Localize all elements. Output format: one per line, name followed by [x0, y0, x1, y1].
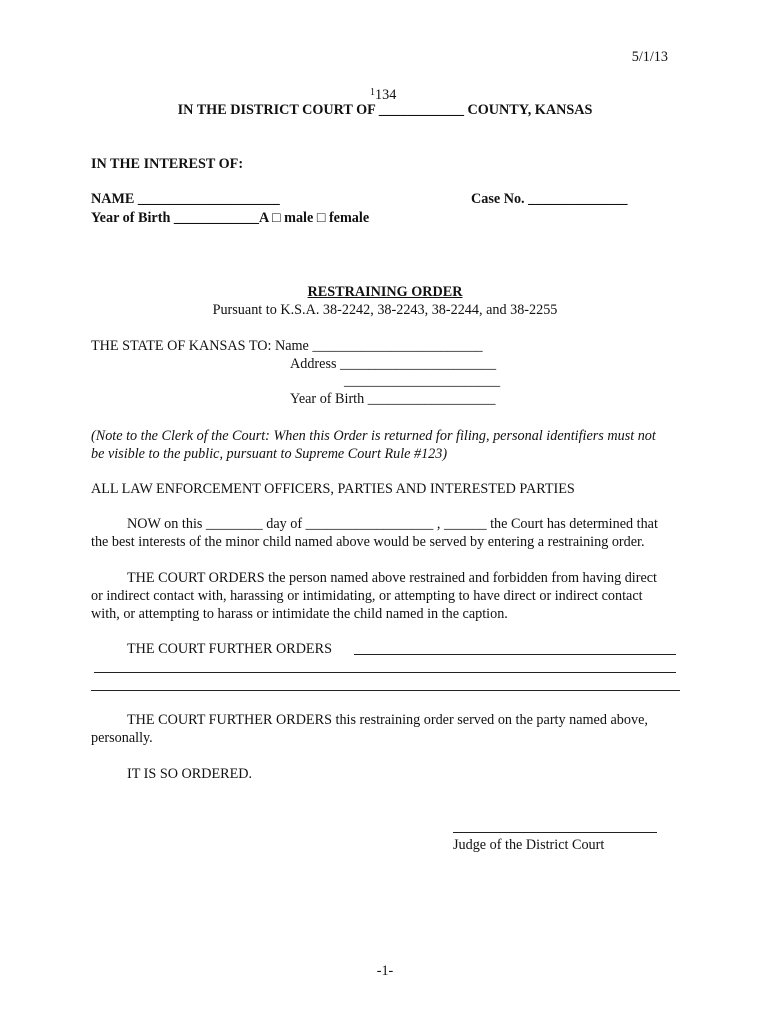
so-ordered: IT IS SO ORDERED. — [127, 766, 253, 782]
court-heading — [0, 101, 770, 119]
order-paragraph-1: NOW on this ________ day of __________________ , ______ the Court has determined that the best interests of the minor child named above would be served by entering a restraining order. — [91, 516, 658, 550]
respondent-birth-year-field: Year of Birth __________________ — [290, 391, 496, 407]
court-suffix: COUNTY, KANSAS — [463, 102, 593, 118]
clerk-note: (Note to the Clerk of the Court: When this Order is returned for filing, personal identifiers must not be visible to the public, pursuant to Supreme Court Rule #123) — [91, 428, 656, 462]
order-paragraph-2: THE COURT ORDERS the person named above restrained and forbidden from having direct or indirect contact with, harassing or intimidating, or attempting to have direct or indirect contact with, or attempting to harass or intimidate the child named in the caption. — [91, 570, 658, 622]
year-of-birth-sex-field: Year of Birth ____________A □ male □ female — [91, 210, 370, 226]
page-number: -1- — [376, 963, 394, 979]
respondent-address-line2: ______________________ — [344, 373, 501, 389]
respondent-address-field: Address ______________________ — [290, 356, 497, 372]
further-orders-service: THE COURT FURTHER ORDERS this restraining order served on the party named above, personally. — [91, 712, 648, 746]
judge-signature-line — [453, 832, 657, 833]
respondent-name-field: THE STATE OF KANSAS TO: Name ________________________ — [91, 338, 483, 354]
case-number-field: Case No. ______________ — [471, 191, 628, 207]
addressees-line: ALL LAW ENFORCEMENT OFFICERS, PARTIES AND INTERESTED PARTIES — [91, 481, 575, 497]
statute-reference: Pursuant to K.S.A. 38-2242, 38-2243, 38-2244, and 38-2255 — [212, 302, 558, 318]
child-name-field: NAME ____________________ — [91, 191, 280, 207]
court-prefix: IN THE DISTRICT COURT OF — [177, 102, 379, 118]
further-orders-line-1 — [354, 654, 676, 655]
further-orders-line-3 — [91, 690, 680, 691]
interest-of-label: IN THE INTEREST OF: — [91, 156, 244, 172]
order-title: RESTRAINING ORDER — [307, 284, 463, 300]
form-number-superscript: 1 — [370, 87, 375, 98]
form-number-main: 134 — [375, 87, 397, 103]
further-orders-label: THE COURT FURTHER ORDERS — [127, 641, 332, 657]
form-date: 5/1/13 — [631, 49, 668, 65]
county-blank: ____________ — [378, 102, 464, 118]
further-orders-line-2 — [94, 672, 676, 673]
judge-signature-label: Judge of the District Court — [453, 837, 605, 853]
